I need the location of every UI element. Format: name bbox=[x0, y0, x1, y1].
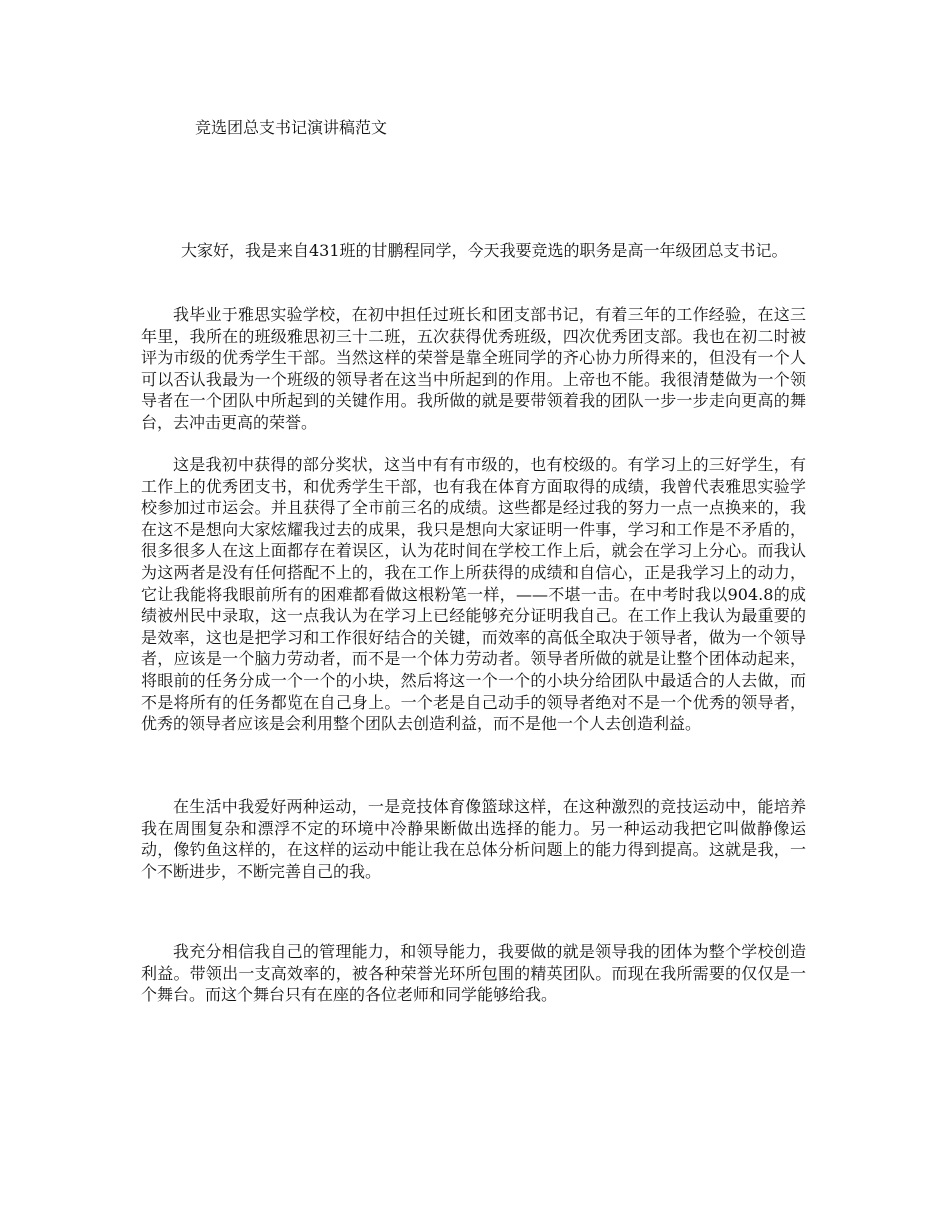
document-title: 竞选团总支书记演讲稿范文 bbox=[195, 118, 388, 137]
paragraph-greeting: 大家好，我是来自431班的甘鹏程同学，今天我要竞选的职务是高一年级团总支书记。 bbox=[181, 241, 788, 260]
paragraph-achievements: 这是我初中获得的部分奖状，这当中有有市级的，也有校级的。有学习上的三好学生，有工作上的优秀团支书，和优秀学生干部，也有我在体育方面取得的成绩，我曾代表雅思实验学校参加过市运会。并且获得了全市前三名的成绩。这些都是经过我的努力一点一点换来的，我在这不是想向大家炫耀我过去的成果，我只是想向大家证明一件事，学习和工作是不矛盾的，很多很多人在这上面都存在着误区，认为花时间在学校工作上后，就会在学习上分心。而我认为这两者是没有任何搭配不上的，我在工作上所获得的成绩和自信心，正是我学习上的动力，它让我能将我眼前所有的困难都看做这根粉笔一样，——不堪一击。在中考时我以904.8的成绩被州民中录取，这一点我认为在学习上已经能够充分证明我自己。在工作上我认为最重要的是效率，这也是把学习和工作很好结合的关键，而效率的高低全取决于领导者，做为一个领导者，应该是一个脑力劳动者，而不是一个体力劳动者。领导者所做的就是让整个团体动起来，将眼前的任务分成一个一个的小块，然后将这一个一个的小块分给团队中最适合的人去做，而不是将所有的任务都览在自己身上。一个老是自己动手的领导者绝对不是一个优秀的领导者，优秀的领导者应该是会利用整个团队去创造利益，而不是他一个人去创造利益。 bbox=[141, 455, 806, 734]
paragraph-conclusion: 我充分相信我自己的管理能力，和领导能力，我要做的就是领导我的团体为整个学校创造利益。带领出一支高效率的，被各种荣誉光环所包围的精英团队。而现在我所需要的仅仅是一个舞台。而这个舞台只有在座的各位老师和同学能够给我。 bbox=[141, 942, 806, 1005]
paragraph-hobbies: 在生活中我爱好两种运动，一是竞技体育像篮球这样，在这种激烈的竞技运动中，能培养我在周围复杂和漂浮不定的环境中冷静果断做出选择的能力。另一种运动我把它叫做静像运动，像钓鱼这样的，在这样的运动中能让我在总体分析问题上的能力得到提高。这就是我，一个不断进步，不断完善自己的我。 bbox=[141, 797, 806, 881]
paragraph-experience: 我毕业于雅思实验学校，在初中担任过班长和团支部书记，有着三年的工作经验，在这三年里，我所在的班级雅思初三十二班，五次获得优秀班级，四次优秀团支部。我也在初二时被评为市级的优秀学生干部。当然这样的荣誉是靠全班同学的齐心协力所得来的，但没有一个人可以否认我最为一个班级的领导者在这当中所起到的作用。上帝也不能。我很清楚做为一个领导者在一个团队中所起到的关键作用。我所做的就是要带领着我的团队一步一步走向更高的舞台，去冲击更高的荣誉。 bbox=[141, 305, 806, 432]
